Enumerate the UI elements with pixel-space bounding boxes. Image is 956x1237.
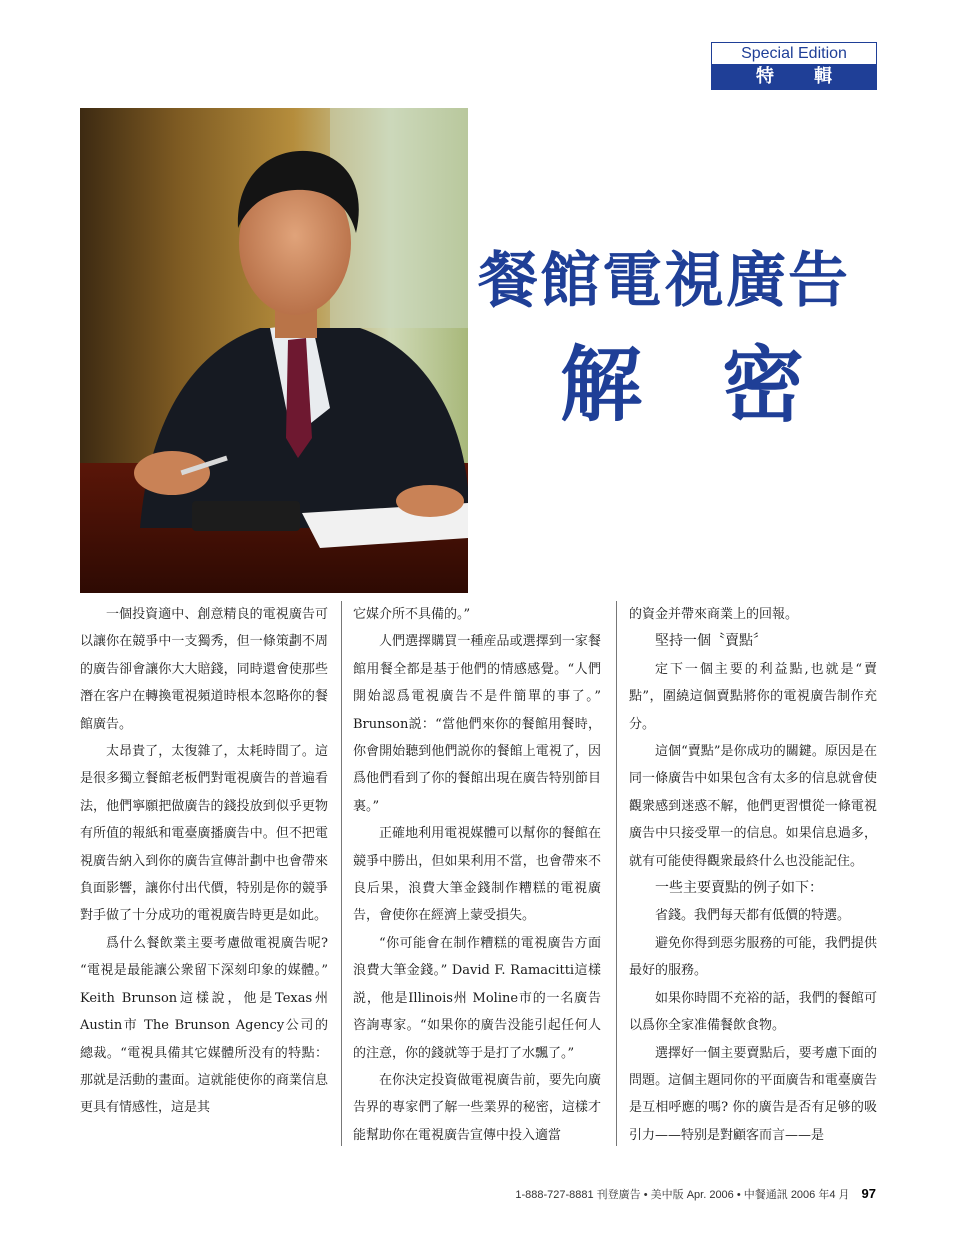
paragraph: 在你決定投資做電視廣告前，要先向廣告界的專家們了解一些業界的秘密，這樣才能幫助你在電視廣告宣傳中投入適當 <box>353 1072 601 1143</box>
column-divider <box>341 601 342 1146</box>
paragraph: 這個“賣點”是你成功的關鍵。原因是在同一條廣告中如果包含有太多的信息就會使觀衆感到迷惑不解，他們更習慣從一條電視廣告中只接受單一的信息。如果信息過多，就有可能使得觀衆最終什么也没能記住。 <box>629 744 877 869</box>
text-column-2 <box>353 601 601 1149</box>
article-title: 餐館電視廣告 <box>478 246 850 316</box>
article-subtitle: 解密 <box>560 338 885 433</box>
section-heading: 一些主要賣點的例子如下： <box>655 880 823 897</box>
section-heading: 堅持一個〝賣點〞 <box>655 633 767 650</box>
paragraph: 一個投資適中、創意精良的電視廣告可以讓你在競爭中一支獨秀，但一條策劃不周的廣告卻會讓你大大賠錢，同時還會使那些潛在客户在轉換電視頻道時根本忽略你的餐館廣告。 <box>80 607 328 732</box>
paragraph: 選擇好一個主要賣點后，要考慮下面的問題。這個主題同你的平面廣告和電臺廣告是互相呼應的嗎? 你的廣告是否有足够的吸引力——特别是對顧客而言——是 <box>629 1045 877 1143</box>
badge-english-label: Special Edition <box>712 43 876 64</box>
text-column-1 <box>80 601 328 1122</box>
text-column-3 <box>629 601 877 1149</box>
paragraph: 的資金并帶來商業上的回報。 <box>629 607 799 622</box>
paragraph: 省錢。我們每天都有低價的特選。 <box>655 908 851 924</box>
footer-text: 1-888-727-8881 刊登廣告 • 美中版 Apr. 2006 • 中餐通訊 2006 年4 月 <box>515 1189 850 1201</box>
paragraph: 爲什么餐飲業主要考慮做電視廣告呢? “電視是最能讓公衆留下深刻印象的媒體。” Keith Brunson這樣說，他是Texas州 Austin市 The Brunson Agency公司的總裁。“電視具備其它媒體所没有的特點：那就是活動的畫面。這就能使你的商業信息更具有情感性，這是其 <box>80 935 328 1116</box>
businessman-photo <box>80 108 468 593</box>
paragraph: 正確地利用電視媒體可以幫你的餐館在競爭中勝出，但如果利用不當，也會帶來不良后果，浪費大筆金錢制作糟糕的電視廣告，會使你在經濟上蒙受損失。 <box>353 826 601 924</box>
special-edition-badge <box>711 42 877 90</box>
paragraph: 定下一個主要的利益點,也就是“賣點”，圍繞這個賣點將你的電視廣告制作充分。 <box>629 661 877 732</box>
paragraph: 人們選擇購買一種産品或選擇到一家餐館用餐全都是基于他們的情感感覺。“人們開始認爲電視廣告不是件簡單的事了。” Brunson説：“當他們來你的餐館用餐時，你會開始聽到他們説你的餐館上電視了，因爲他們看到了你的餐館出現在廣告特别節目裏。” <box>353 634 601 814</box>
paragraph: 如果你時間不充裕的話，我們的餐館可以爲你全家准備餐飲食物。 <box>629 990 877 1034</box>
badge-chinese-label: 特輯 <box>712 64 876 89</box>
paragraph: 避免你得到惡劣服務的可能，我們提供最好的服務。 <box>629 935 877 979</box>
paragraph: 它媒介所不具備的。” <box>353 607 471 622</box>
page-footer <box>460 1186 876 1202</box>
column-divider <box>616 601 617 1146</box>
page-number: 97 <box>861 1186 876 1201</box>
paragraph: “你可能會在制作糟糕的電視廣告方面浪費大筆金錢。” David F. Ramacitti這樣説，他是Illinois州 Moline市的一名廣告咨詢專家。“如果你的廣告没能引起任何人的注意，你的錢就等于是打了水飄了。” <box>353 935 601 1061</box>
paragraph: 太昂貴了，太復雜了，太耗時間了。這是很多獨立餐館老板們對電視廣告的普遍看法，他們寧願把做廣告的錢投放到似乎更物有所值的報紙和電臺廣播廣告中。但不把電視廣告納入到你的廣告宣傳計劃中也會帶來負面影響，讓你付出代價，特别是你的競爭對手做了十分成功的電視廣告時更是如此。 <box>80 744 328 924</box>
